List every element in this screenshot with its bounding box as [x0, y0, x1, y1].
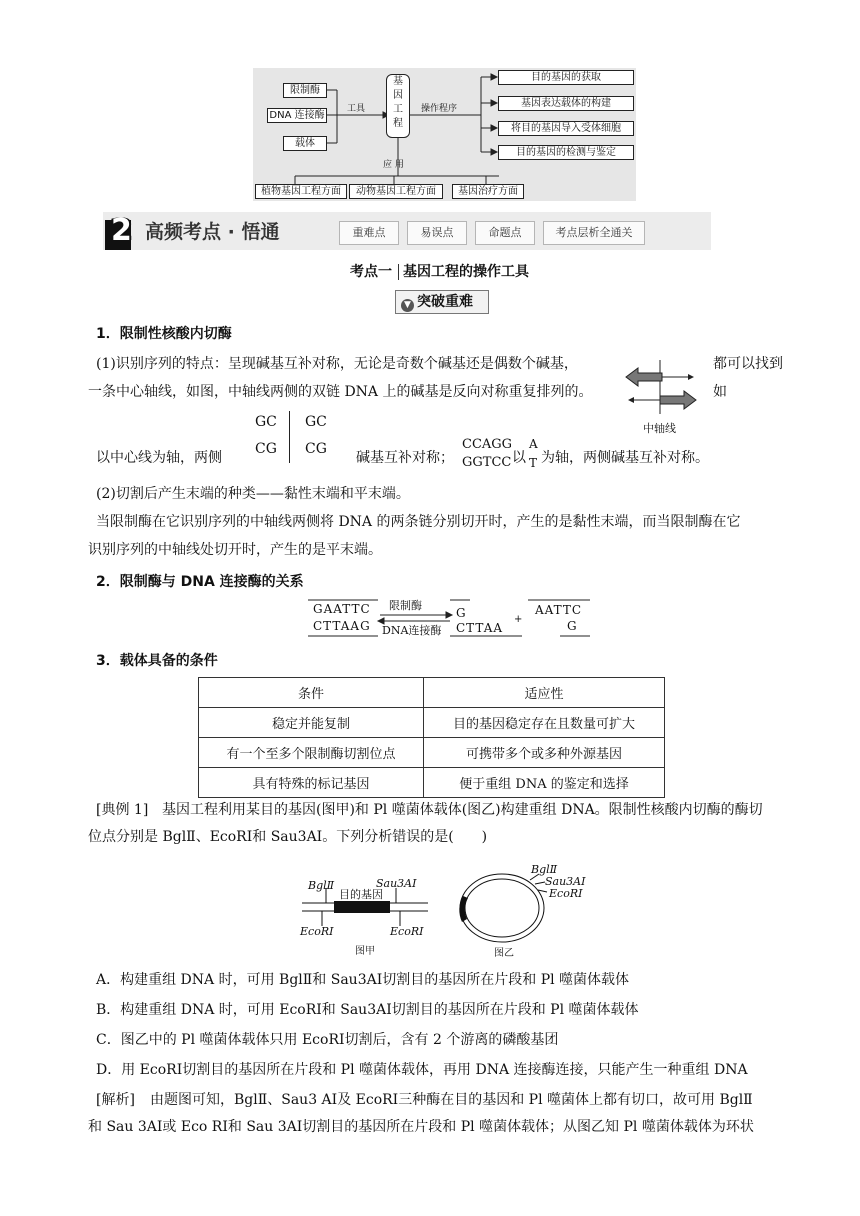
table-row: [199, 678, 665, 708]
p1-line5: 当限制酶在它识别序列的中轴线两侧将 DNA 的两条链分别切开时，产生的是黏性末端，而当限制酶在它: [96, 514, 741, 530]
map-apply-animal: 动物基因工程方面: [349, 184, 443, 199]
axis-diagram: [622, 360, 702, 420]
p1-line3a: 以中心线为轴，两侧: [96, 450, 222, 466]
seq-bottom: GGTCC: [462, 455, 512, 470]
seq2-bottom: CTTAA: [456, 621, 504, 635]
figure-b: [455, 870, 555, 946]
kaodian-divider: [398, 264, 399, 280]
example-tag: [典例 1]: [96, 802, 149, 818]
table-cell: 可携带多个或多种外源基因: [424, 738, 665, 768]
kaodian-label: 考点一: [350, 264, 392, 280]
fig-b-bgl: BglⅡ: [531, 863, 558, 876]
option-d[interactable]: D．用 EcoRⅠ切割目的基因所在片段和 Pl 噬菌体载体，再用 DNA 连接酶连接，只能产生一种重组 DNA: [96, 1062, 748, 1078]
table-row: [199, 768, 665, 798]
map-apply-therapy: 基因治疗方面: [452, 184, 524, 199]
map-label-tool: 工具: [347, 104, 366, 114]
map-box-restriction-enzyme: 限制酶: [283, 83, 327, 98]
analysis-line2: 和 Sau 3AⅠ或 Eco RⅠ和 Sau 3AⅠ切割目的基因所在片段和 Pl 噬菌体载体；从图乙知 Pl 噬菌体载体为环状: [88, 1119, 754, 1135]
map-step-3: 将目的基因导入受体细胞: [498, 121, 634, 136]
gc-right: GC: [305, 414, 327, 430]
tag-exam-points[interactable]: 命题点: [475, 221, 535, 245]
tag-difficult-points[interactable]: 重难点: [339, 221, 399, 245]
seq2-top: G: [456, 606, 466, 620]
map-step-1: 目的基因的获取: [498, 70, 634, 85]
fig-a-caption: 图甲: [355, 946, 375, 957]
p1-line2a: 一条中心轴线，如图，中轴线两侧的双链 DNA 上的碱基是反向对称重复排列的。: [88, 384, 593, 400]
example-line1: 基因工程利用某目的基因(图甲)和 Pl 噬菌体载体(图乙)构建重组 DNA。限制性核酸内切酶的酶切: [162, 802, 763, 818]
seq3-bottom: G: [567, 619, 577, 633]
map-step-4: 目的基因的检测与鉴定: [498, 145, 634, 160]
p1-line3b: 碱基互补对称；: [356, 450, 454, 466]
option-a[interactable]: A．构建重组 DNA 时，可用 BglⅡ和 Sau3AⅠ切割目的基因所在片段和 Pl 噬菌体载体: [96, 972, 630, 988]
table-cell: 有一个至多个限制酶切割位点: [199, 738, 424, 768]
kaodian-title: 基因工程的操作工具: [403, 264, 529, 280]
table-header-cell: 适应性: [424, 678, 665, 708]
heading-2: 2．限制酶与 DNA 连接酶的关系: [96, 574, 304, 590]
gc-left: GC: [255, 414, 277, 430]
seq-yi: 以: [512, 450, 526, 466]
fig-b-eco: EcoRⅠ: [549, 887, 583, 900]
section-number: 2: [111, 213, 132, 248]
map-box-vector: 载体: [283, 136, 327, 151]
map-label-apply: 应 用: [383, 160, 404, 170]
p1-line1a: (1)识别序列的特点：呈现碱基互补对称，无论是奇数个碱基还是偶数个碱基，: [96, 356, 578, 372]
fig-a-eco-left: EcoRⅠ: [300, 925, 334, 938]
arrow-label-ligase: DNA连接酶: [382, 624, 442, 637]
option-c[interactable]: C．图乙中的 Pl 噬菌体载体只用 EcoRⅠ切割后，含有 2 个游离的磷酸基团: [96, 1032, 559, 1048]
section-header: [103, 212, 711, 250]
table-cell: 具有特殊的标记基因: [199, 768, 424, 798]
fig-b-sau: Sau3AⅠ: [545, 875, 586, 888]
table-cell: 稳定并能复制: [199, 708, 424, 738]
axis-caption: 中轴线: [643, 422, 676, 435]
table-row: [199, 738, 665, 768]
table-row: [199, 708, 665, 738]
table-header-cell: 条件: [199, 678, 424, 708]
seq1-bottom: CTTAAG: [313, 619, 371, 633]
center-line: [289, 411, 290, 463]
analysis-tag: [解析]: [96, 1092, 135, 1108]
concept-map: [253, 68, 636, 201]
map-center-genetic-engineering: 基 因 工 程: [386, 74, 410, 138]
arrow-label-restriction: 限制酶: [389, 599, 422, 612]
fig-a-sau: Sau3AⅠ: [376, 877, 417, 890]
p1-line2b: 如: [713, 384, 727, 400]
tag-full-pass[interactable]: 考点层析全通关: [543, 221, 645, 245]
heading-1: 1．限制性核酸内切酶: [96, 326, 232, 342]
frac-bottom: T: [529, 456, 538, 470]
plus: +: [514, 614, 523, 625]
fig-a-gene: 目的基因: [339, 888, 383, 901]
cg-right: CG: [305, 441, 327, 457]
p1-line4: (2)切割后产生末端的种类——黏性末端和平末端。: [96, 486, 410, 502]
tag-error-points[interactable]: 易误点: [407, 221, 467, 245]
seq3-top: AATTC: [535, 603, 583, 617]
vector-conditions-table: [198, 677, 665, 798]
seq-top: CCAGG: [462, 437, 513, 452]
fig-b-caption: 图乙: [494, 948, 514, 959]
p1-line3c: 为轴，两侧碱基互补对称。: [541, 450, 709, 466]
chevron-down-icon: ▼: [401, 299, 414, 312]
example-line2: 位点分别是 BglⅡ、EcoRⅠ和 Sau3AⅠ。下列分析错误的是( ): [88, 829, 488, 845]
seq1-top: GAATTC: [313, 602, 371, 616]
analysis-line1: 由题图可知，BglⅡ、Sau3 AⅠ及 EcoRⅠ三种酶在目的基因和 Pl 噬菌体上都有切口，故可用 BglⅡ: [150, 1092, 753, 1108]
map-box-ligase: DNA 连接酶: [267, 108, 327, 123]
cg-left: CG: [255, 441, 277, 457]
table-cell: 目的基因稳定存在且数量可扩大: [424, 708, 665, 738]
frac-top: A: [529, 437, 538, 451]
p1-line1b: 都可以找到: [713, 356, 783, 372]
tupo-badge: [395, 290, 489, 314]
p1-line6: 识别序列的中轴线处切开时，产生的是平末端。: [88, 542, 382, 558]
map-step-2: 基因表达载体的构建: [498, 96, 634, 111]
map-apply-plant: 植物基因工程方面: [255, 184, 347, 199]
table-cell: 便于重组 DNA 的鉴定和选择: [424, 768, 665, 798]
option-b[interactable]: B．构建重组 DNA 时，可用 EcoRⅠ和 Sau3AⅠ切割目的基因所在片段和 Pl 噬菌体载体: [96, 1002, 639, 1018]
tupo-text: 突破重难: [417, 294, 473, 310]
map-label-procedure: 操作程序: [421, 104, 458, 114]
fig-a-bgl: BglⅡ: [308, 879, 335, 892]
fig-a-eco-right: EcoRⅠ: [390, 925, 424, 938]
section-title: 高频考点 · 悟通: [145, 221, 280, 243]
heading-3: 3．载体具备的条件: [96, 653, 218, 669]
